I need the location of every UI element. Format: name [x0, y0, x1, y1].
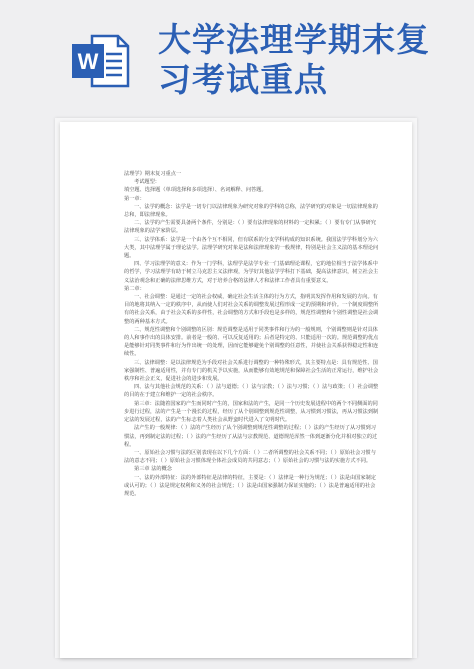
- body-paragraph: 一、原始社会习惯与法的区别表现在以下几个方面：（ ）二者所调整的社会关系不同；（ ）原始社会习惯与法的意志不同；（ ）原始社会习惯体现全体社会成员的共同意志；（ ）原始社会的习惯与法的实施方式不同。: [124, 449, 376, 465]
- body-paragraph: 一、法的外部特征：法的外部特征是法律的特征，主要是：（ ）法律是一种行为规范；（ ）法是由国家制定或认可的；（ ）法是规定权利和义务的社会规范；（ ）法是由国家强制力保证实施的；（ ）法是普遍适用的社会规范。: [124, 474, 376, 497]
- word-icon-letter: W: [77, 49, 99, 74]
- body-paragraph: 第三章 法的概念: [134, 466, 172, 473]
- body-paragraph: 一、法学的概念：法学是一切专门以法律现象为研究对象的学科的总称，法学研究的对象是一切法律现象的总和，即法律现象。: [124, 203, 378, 219]
- document-page: [60, 122, 412, 658]
- body-paragraph: 第二章：: [124, 285, 145, 292]
- word-document-icon: [70, 30, 132, 92]
- body-paragraph: 第一章：: [124, 195, 145, 202]
- page-title: 大学法理学期末复习考试重点: [158, 20, 430, 99]
- document-header: [0, 0, 474, 120]
- body-paragraph: 第三章：法随着国家的产生而同时产生的，国家和法的产生，是同一个历史发展进程中的两个不同侧面的同步进行过程，法的产生是一个漫长的过程，经历了从个别调整到规范性调整，从习惯到习惯法，再从习惯法到制定法的发展过程，法的产生标志着人类社会从野蛮时代进入了文明时代。: [124, 400, 379, 424]
- body-paragraph: 二、法学的产生需要具备两个条件，分别是：（ ）要有法律现象的材料的一定积累；（ ）要有专门从事研究法律现象的法学家阶层。: [124, 220, 376, 235]
- body-paragraph: 二、规范性调整和个别调整的区别：规范调整是适用于同类事件和行为的一般规则，个别调整则是针对具体的人和事作出的具体安排。前者是一般的、可以反复适用的；后者是特定的、只能适用一次的。规范调整的优点是能够针对同类事件和行为作出统一的处理，因而它能够避免个别调整的任意性，并使社会关系获得稳定性和连续性。: [124, 326, 379, 358]
- body-paragraph: 三、法学体系：法学是一个由各个互不相同，但有联系的分支学科构成的知识系统。我国法学学科划分为六大类，其中法理学属于理论法学。法理学研究对象是法和法律现象的一般规律，特别是社会主义法的基本理论问题。: [124, 236, 379, 260]
- body-paragraph: 一、社会调整：是通过一定的社会权威，确定社会生活主体的行为方式，指明其发挥作用和发展的方向。有目的地将其纳入一定的秩序中，从而使人们对社会关系的调整发展过程形成一定的预期和评价。一个制度调整所有的社会关系，由于社会关系的多样性，社会调整的方式和手段也是多样的，规范性调整和个别性调整是社会调整的两种基本方式。: [124, 294, 379, 325]
- body-paragraph: 填空题、选择题（单项选择和多项选择）、名词解释、问答题。: [124, 187, 267, 194]
- document-body: [124, 170, 380, 498]
- body-paragraph: 法理学》期末复习重点一: [124, 171, 182, 177]
- body-paragraph: 四、学习法理学的意义：作为一门学科，法理学是法学专业一门基础理论课程，它的地位相当于法学体系中的哲学，学习法理学有助于树立马克思主义法律观，为学好其他法学学科打下基础，提高法律意识，树立社会主义法治观念和正确的法律思维方式，对于培养合格的法律人才和法律工作者具有重要意义。: [124, 261, 379, 284]
- body-paragraph: 法产生的一般规律：（ ）法的产生经历了从个别调整到规范性调整的过程；（ ）法的产生经历了从习惯到习惯法，再到制定法的过程；（ ）法的产生经历了从法与宗教规范、道德规范浑然一体到逐渐分化并相对独立的过程。: [124, 425, 378, 448]
- body-paragraph: 四、法与其他社会规范的关系：（ ）法与道德；（ ）法与宗教；（ ）法与习惯；（ ）法与政策；（ ）社会调整的目的在于建立和维护一定的社会秩序。: [124, 384, 379, 399]
- body-paragraph: 三、法律调整：是以法律规范为手段对社会关系进行调整的一种特殊形式，其主要特点是：具有规范性、国家强制性、普遍适用性，并有专门的机关予以实施，从而能够有效地规范和保障社会生活的正常运行，维护社会秩序和社会正义，促进社会的进步和发展。: [124, 359, 379, 383]
- body-paragraph: 考试题型：: [134, 179, 160, 186]
